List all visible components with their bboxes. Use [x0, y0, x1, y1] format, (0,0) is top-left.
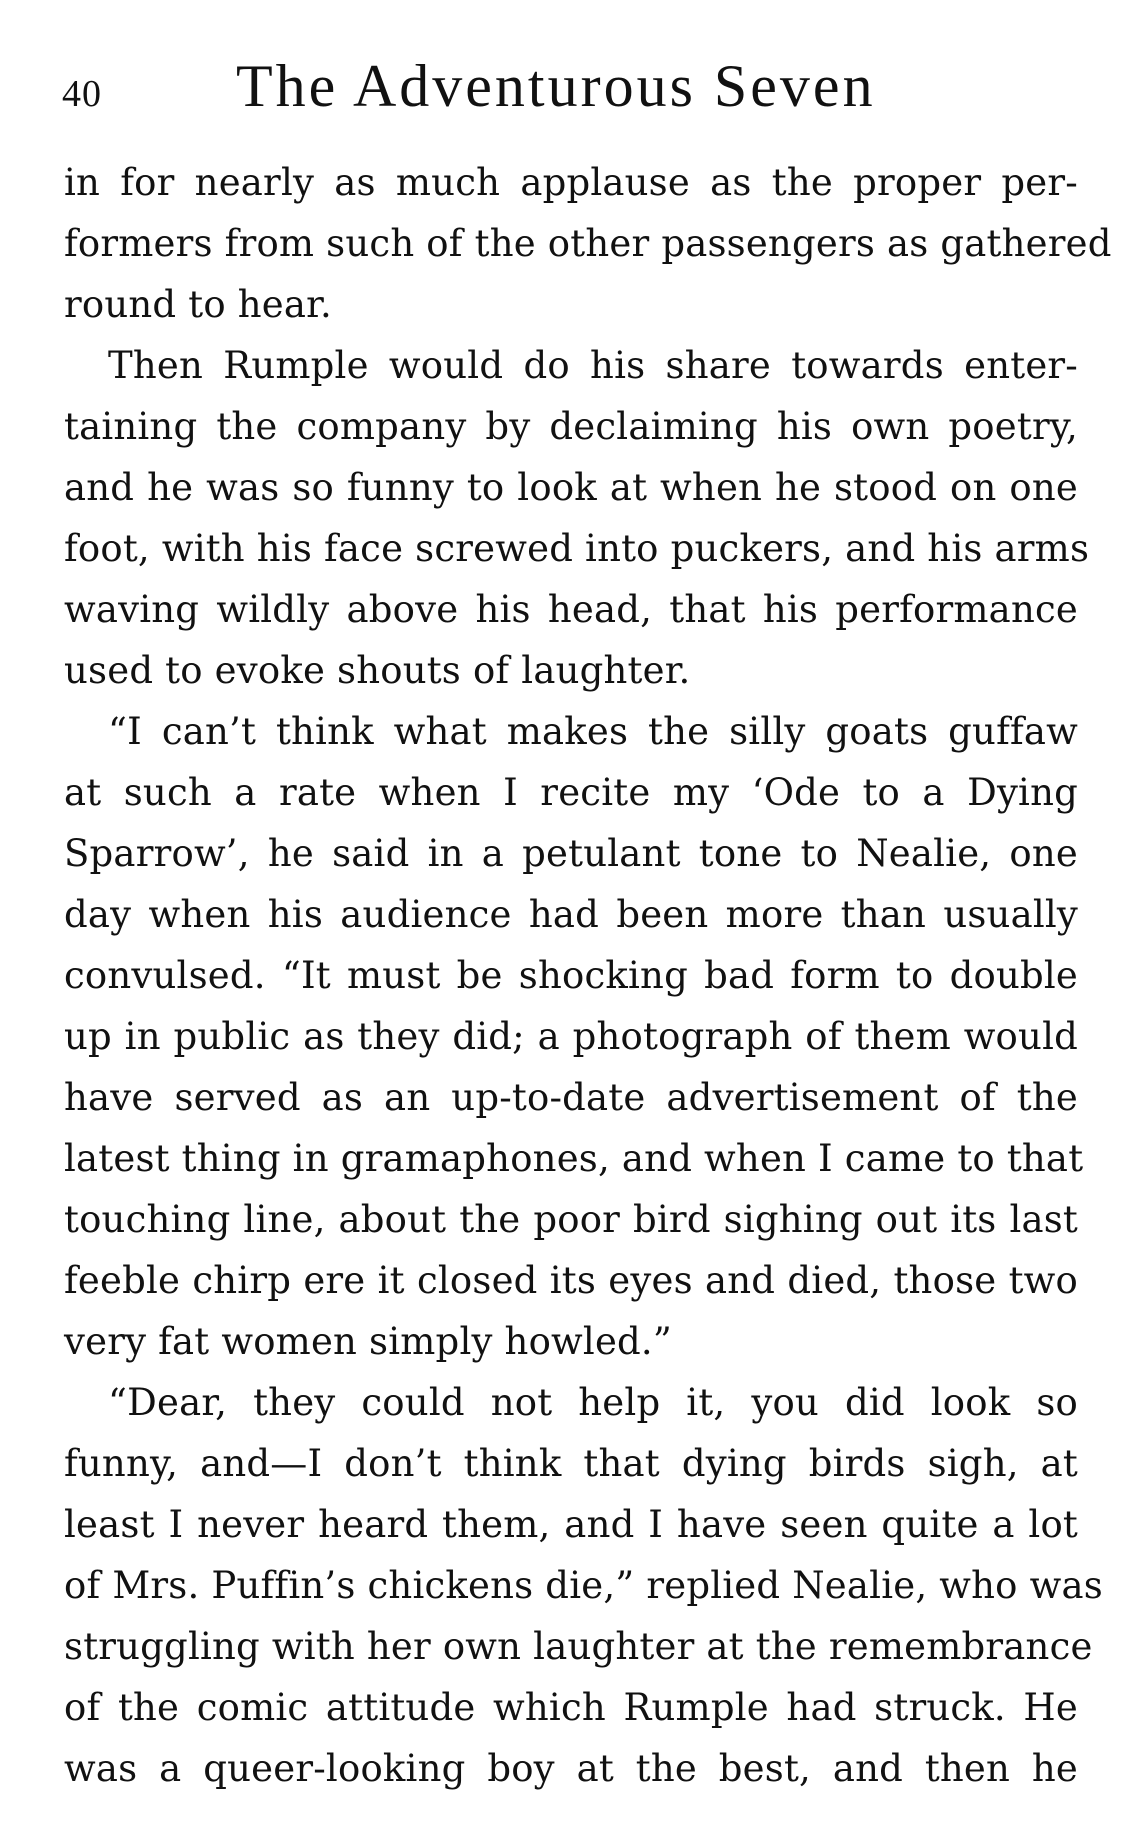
text-line: convulsed. “It must be shocking bad form to double: [64, 954, 1078, 997]
text-line: of the comic attitude which Rumple had struck. He: [64, 1686, 1078, 1729]
text-line: foot, with his face screwed into puckers, and his arms: [64, 527, 1090, 570]
text-line: Then Rumple would do his share towards enter-: [108, 344, 1078, 387]
text-line: least I never heard them, and I have seen quite a lot: [64, 1503, 1078, 1546]
text-line: Sparrow’, he said in a petulant tone to Nealie, one: [64, 832, 1078, 875]
text-line: funny, and—I don’t think that dying birds sigh, at: [64, 1442, 1078, 1485]
text-line: at such a rate when I recite my ‘Ode to a Dying: [64, 771, 1078, 814]
text-line: have served as an up-to-date advertisement of the: [64, 1076, 1078, 1119]
page-header: [62, 52, 1082, 122]
text-line: touching line, about the poor bird sighing out its last: [64, 1198, 1078, 1241]
text-line: in for nearly as much applause as the proper per-: [64, 161, 1078, 204]
text-line: very fat women simply howled.”: [64, 1320, 673, 1363]
body-text: [64, 152, 1112, 1799]
text-line: used to evoke shouts of laughter.: [64, 649, 691, 692]
page-number: 40: [62, 73, 102, 115]
text-line: formers from such of the other passengers as gathered: [64, 222, 1112, 265]
text-line: taining the company by declaiming his own poetry,: [64, 405, 1078, 448]
text-line: day when his audience had been more than usually: [64, 893, 1078, 936]
text-line: waving wildly above his head, that his performance: [64, 588, 1078, 631]
text-line: “Dear, they could not help it, you did look so: [108, 1381, 1078, 1424]
text-line: “I can’t think what makes the silly goats guffaw: [108, 710, 1078, 753]
text-line: struggling with her own laughter at the remembrance: [64, 1625, 1093, 1668]
text-line: of Mrs. Puffin’s chickens die,” replied Nealie, who was: [64, 1564, 1103, 1607]
text-line: was a queer-looking boy at the best, and then he: [64, 1747, 1078, 1790]
text-line: round to hear.: [64, 283, 332, 326]
text-line: latest thing in gramaphones, and when I came to that: [64, 1137, 1084, 1180]
text-line: up in public as they did; a photograph of them would: [64, 1015, 1078, 1058]
text-line: and he was so funny to look at when he stood on one: [64, 466, 1078, 509]
text-line: feeble chirp ere it closed its eyes and died, those two: [64, 1259, 1078, 1302]
running-title: The Adventurous Seven: [236, 53, 876, 119]
